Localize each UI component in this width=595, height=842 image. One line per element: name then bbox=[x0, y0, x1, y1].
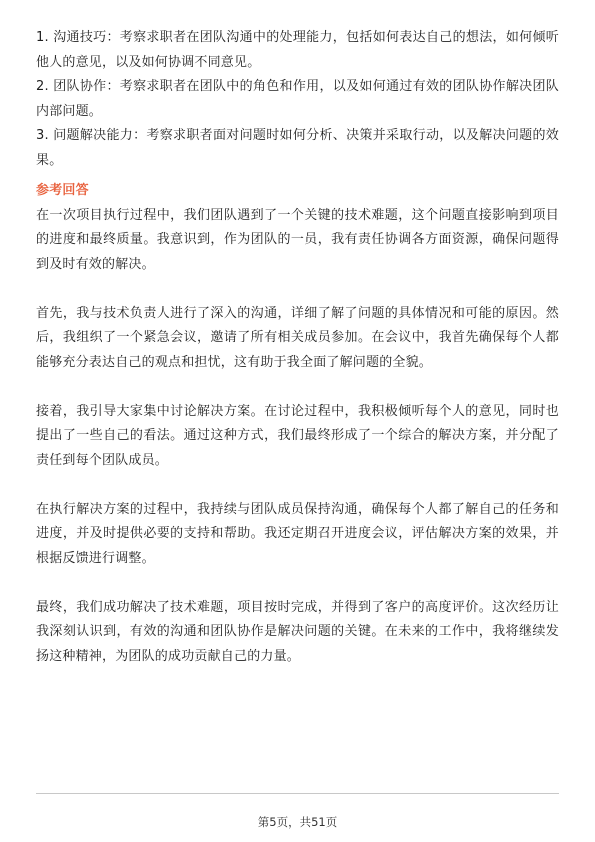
answer-paragraph-conclusion: 最终，我们成功解决了技术难题，项目按时完成，并得到了客户的高度评价。这次经历让我深刻认识到，有效的沟通和团队协作是解决问题的关键。在未来的工作中，我将继续发扬这种精神，为团队的成功贡献自己的力量。 bbox=[36, 599, 559, 664]
answer-paragraph-execution: 在执行解决方案的过程中，我持续与团队成员保持沟通，确保每个人都了解自己的任务和进度，并及时提供必要的支持和帮助。我还定期召开进度会议，评估解决方案的效果，并根据反馈进行调整。 bbox=[36, 501, 559, 566]
footer-divider bbox=[36, 793, 559, 794]
criteria-item-teamwork: 2. 团队协作：考察求职者在团队中的角色和作用，以及如何通过有效的团队协作解决团队内部问题。 bbox=[36, 79, 559, 119]
criteria-item-communication: 1. 沟通技巧：考察求职者在团队沟通中的处理能力，包括如何表达自己的想法，如何倾听他人的意见，以及如何协调不同意见。 bbox=[36, 30, 559, 70]
answer-heading: 参考回答 bbox=[36, 183, 89, 198]
answer-paragraph-first: 首先，我与技术负责人进行了深入的沟通，详细了解了问题的具体情况和可能的原因。然后，我组织了一个紧急会议，邀请了所有相关成员参加。在会议中，我首先确保每个人都能够充分表达自己的观点和担忧，这有助于我全面了解问题的全貌。 bbox=[36, 305, 559, 370]
page-number: 第5页，共51页 bbox=[257, 815, 338, 829]
answer-paragraph-next: 接着，我引导大家集中讨论解决方案。在讨论过程中，我积极倾听每个人的意见，同时也提出了一些自己的看法。通过这种方式，我们最终形成了一个综合的解决方案，并分配了责任到每个团队成员。 bbox=[36, 403, 559, 468]
page-content bbox=[36, 26, 559, 669]
criteria-item-problem-solving: 3. 问题解决能力：考察求职者面对问题时如何分析、决策并采取行动，以及解决问题的效果。 bbox=[36, 128, 559, 168]
answer-paragraph-intro: 在一次项目执行过程中，我们团队遇到了一个关键的技术难题，这个问题直接影响到项目的进度和最终质量。我意识到，作为团队的一员，我有责任协调各方面资源，确保问题得到及时有效的解决。 bbox=[36, 207, 559, 272]
